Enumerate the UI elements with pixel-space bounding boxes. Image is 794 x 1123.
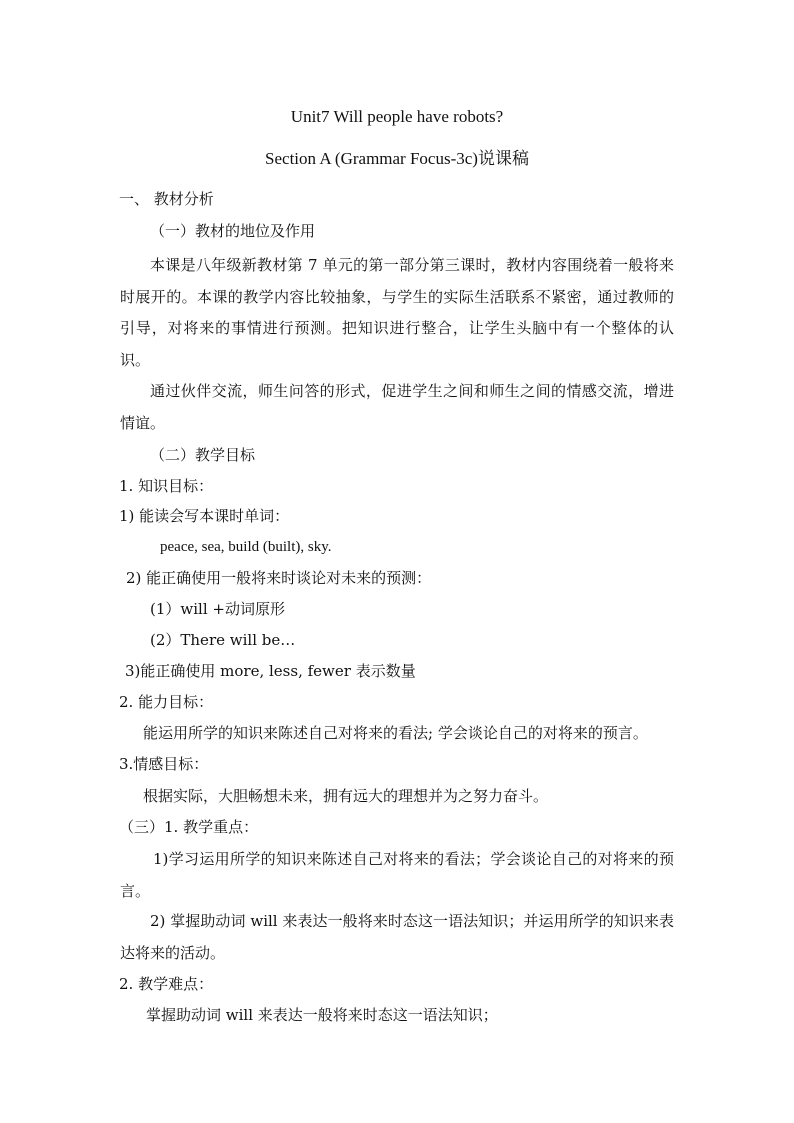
knowledge-item-2b: (2）There will be… xyxy=(150,631,296,649)
knowledge-goal-heading: 1. 知识目标： xyxy=(119,477,214,495)
section-1-2-heading: （二）教学目标 xyxy=(150,446,256,464)
document-subtitle: Section A (Grammar Focus-3c)说课稿 xyxy=(265,149,529,168)
emotion-goal-heading: 3.情感目标： xyxy=(119,755,209,773)
knowledge-item-1: 1) 能读会写本课时单词： xyxy=(119,507,290,525)
section-1-1-paragraph-1: 本课是八年级新教材第 7 单元的第一部分第三课时，教材内容围绕着一般将来时展开的。本课的教学内容比较抽象，与学生的实际生活联系不紧密，通过教师的引导，对将来的事情进行预测。把知识进行整合，让学生头脑中有一个整体的认识。 xyxy=(120,256,674,369)
teaching-difficulty-heading: 2. 教学难点： xyxy=(119,975,214,993)
teaching-focus-1: 1)学习运用所学的知识来陈述自己对将来的看法；学会谈论自己的对将来的预言。 xyxy=(120,850,674,900)
section-1-heading: 一、 教材分析 xyxy=(119,190,214,208)
ability-goal-heading: 2. 能力目标： xyxy=(119,693,214,711)
knowledge-item-1-words: peace, sea, build (built), sky. xyxy=(160,539,332,555)
knowledge-item-2a: (1）will +动词原形 xyxy=(150,600,285,618)
emotion-goal-text: 根据实际，大胆畅想未来，拥有远大的理想并为之努力奋斗。 xyxy=(143,787,549,805)
teaching-focus-2: 2) 掌握助动词 will 来表达一般将来时态这一语法知识；并运用所学的知识来表达将来的活动。 xyxy=(120,912,674,962)
document-title: Unit7 Will people have robots? xyxy=(290,107,504,126)
section-1-3-heading: （三）1. 教学重点： xyxy=(119,818,259,836)
knowledge-item-2: 2) 能正确使用一般将来时谈论对未来的预测： xyxy=(126,569,432,587)
ability-goal-text: 能运用所学的知识来陈述自己对将来的看法; 学会谈论自己的对将来的预言。 xyxy=(143,724,648,742)
section-1-1-paragraph-2: 通过伙伴交流，师生问答的形式，促进学生之间和师生之间的情感交流，增进情谊。 xyxy=(120,382,674,432)
teaching-difficulty-text: 掌握助动词 will 来表达一般将来时态这一语法知识； xyxy=(146,1006,498,1024)
knowledge-item-3: 3)能正确使用 more, less, fewer 表示数量 xyxy=(125,662,416,680)
section-1-1-heading: （一）教材的地位及作用 xyxy=(150,222,316,240)
